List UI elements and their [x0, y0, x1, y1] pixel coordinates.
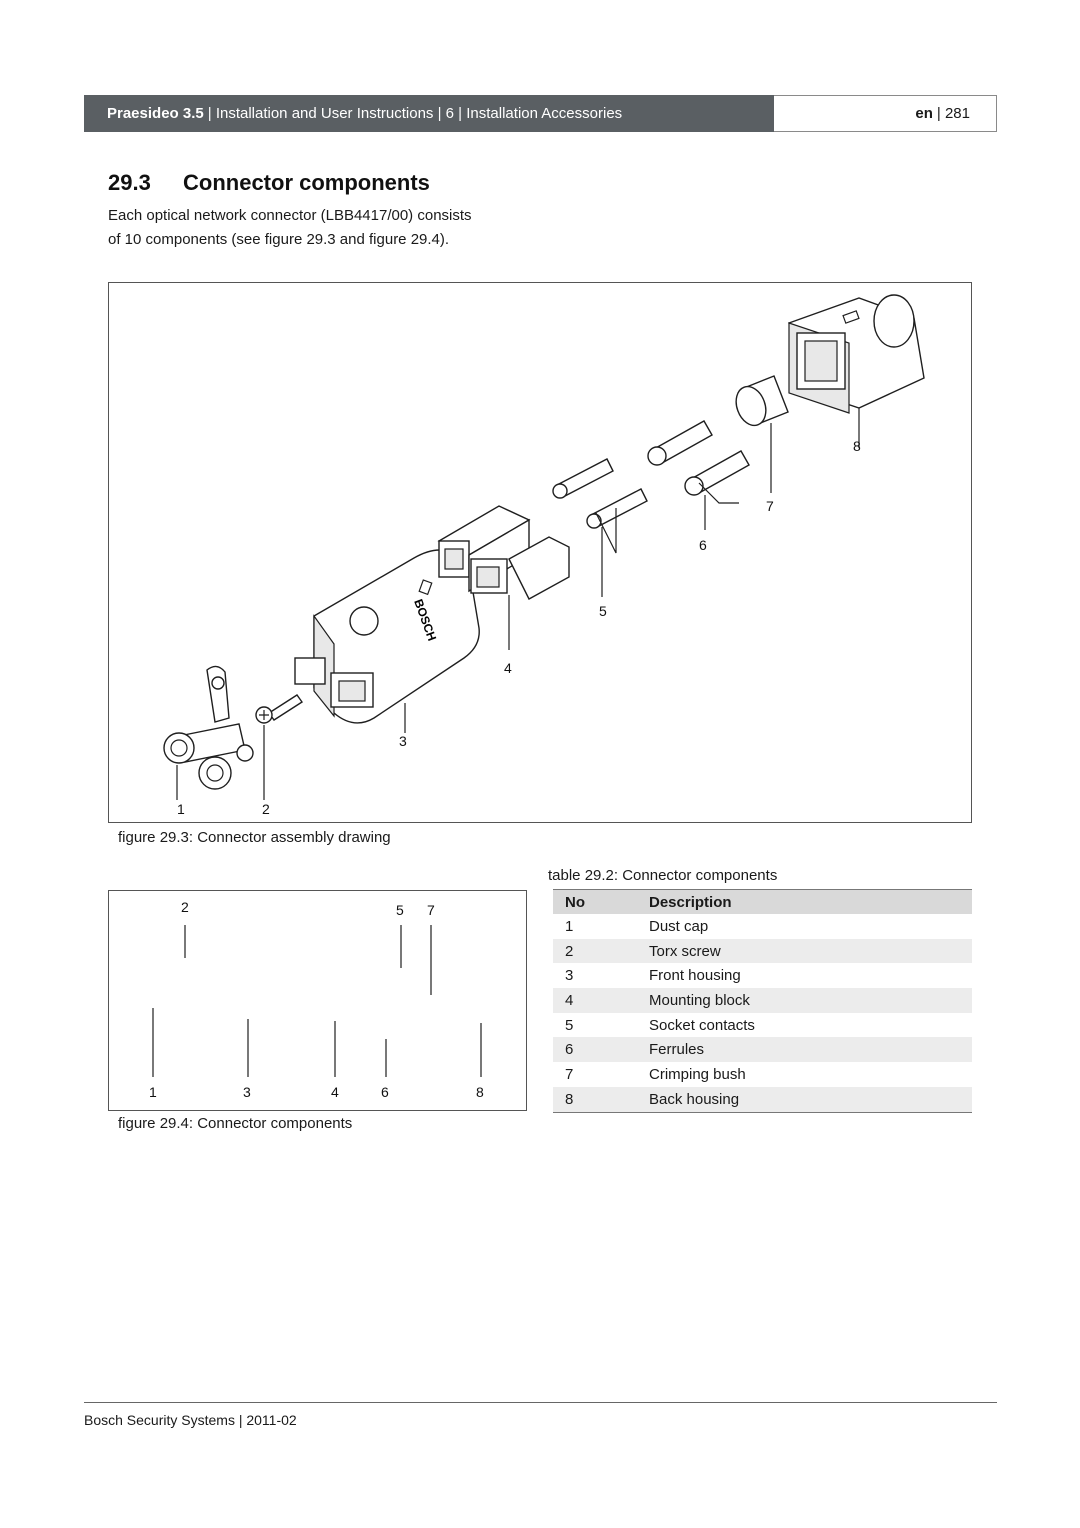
page-number-box: en | 281	[774, 95, 997, 132]
callout-1: 1	[177, 801, 185, 817]
section-title: Connector components	[183, 170, 430, 195]
back-housing-part	[789, 295, 924, 413]
intro-line-1: Each optical network connector (LBB4417/00) consists	[108, 207, 472, 224]
row-number: 3	[565, 967, 574, 985]
components-leader-lines	[109, 891, 526, 1110]
callout-bottom-1: 1	[149, 1084, 157, 1100]
socket-contacts-part	[553, 459, 647, 528]
assembly-drawing	[109, 283, 971, 822]
table-row	[553, 914, 972, 939]
row-description: Torx screw	[637, 939, 972, 964]
components-table	[553, 889, 972, 1113]
callout-7: 7	[766, 498, 774, 514]
connector-assembly-figure	[108, 282, 972, 823]
table-row	[553, 1087, 972, 1112]
figure-caption-assembly: figure 29.3: Connector assembly drawing	[118, 829, 391, 846]
row-number: 7	[565, 1065, 574, 1083]
footer-company: Bosch Security Systems	[84, 1412, 235, 1428]
table-header-row	[553, 890, 972, 915]
running-header: Praesideo 3.5 | Installation and User Instructions | 6 | Installation Accessories	[84, 95, 774, 132]
callout-bottom-6: 6	[381, 1084, 389, 1100]
table-caption: table 29.2: Connector components	[548, 867, 778, 884]
section-number: 29.3	[108, 170, 151, 195]
crimping-bush-part	[731, 376, 788, 430]
intro-paragraph	[108, 204, 548, 252]
row-number: 1	[565, 917, 574, 935]
bosch-logo-text: BOSCH	[411, 597, 440, 643]
callout-bottom-8: 8	[476, 1084, 484, 1100]
footer-date: 2011-02	[246, 1412, 297, 1428]
row-description: Dust cap	[649, 917, 709, 935]
table-row	[553, 1037, 972, 1062]
ferrule-part	[648, 421, 749, 495]
product-name: Praesideo 3.5	[107, 105, 204, 122]
table-row	[553, 939, 972, 964]
row-description: Mounting block	[637, 988, 972, 1013]
callout-4: 4	[504, 660, 512, 676]
row-description: Crimping bush	[649, 1065, 746, 1083]
callout-3: 3	[399, 733, 407, 749]
row-number: 2	[553, 939, 637, 964]
figure-caption-components: figure 29.4: Connector components	[118, 1115, 353, 1132]
connector-components-figure	[108, 890, 527, 1111]
callout-bottom-4: 4	[331, 1084, 339, 1100]
section-heading	[108, 170, 430, 196]
callout-bottom-3: 3	[243, 1084, 251, 1100]
table-row	[553, 1062, 972, 1087]
row-number: 6	[553, 1037, 637, 1062]
callout-top-7: 7	[427, 902, 435, 918]
callout-6: 6	[699, 537, 707, 553]
row-number: 8	[553, 1087, 637, 1112]
row-description: Ferrules	[637, 1037, 972, 1062]
torx-screw-part	[256, 695, 302, 723]
row-description: Front housing	[649, 967, 741, 985]
column-header-no: No	[553, 890, 637, 915]
table-row	[553, 963, 972, 988]
column-header-description: Description	[637, 890, 972, 915]
language-code: en	[915, 105, 933, 122]
footer-divider	[84, 1402, 997, 1403]
table-row	[553, 988, 972, 1013]
breadcrumb-manual: Installation and User Instructions	[215, 105, 434, 122]
callout-top-2: 2	[181, 899, 189, 915]
callout-2: 2	[262, 801, 270, 817]
table-row	[553, 1013, 972, 1038]
row-description: Socket contacts	[649, 1016, 755, 1034]
callout-5: 5	[599, 603, 607, 619]
callout-top-5: 5	[396, 902, 404, 918]
page-number: 281	[944, 105, 970, 122]
row-description: Back housing	[637, 1087, 972, 1112]
callout-8: 8	[853, 438, 861, 454]
breadcrumb-chapter-title: Installation Accessories	[466, 105, 623, 122]
row-number: 5	[565, 1016, 574, 1034]
page-footer: Bosch Security Systems | 2011-02	[84, 1412, 297, 1428]
row-number: 4	[553, 988, 637, 1013]
intro-line-2: of 10 components (see figure 29.3 and figure 29.4).	[108, 231, 450, 248]
breadcrumb-chapter-number: 6	[445, 105, 455, 122]
